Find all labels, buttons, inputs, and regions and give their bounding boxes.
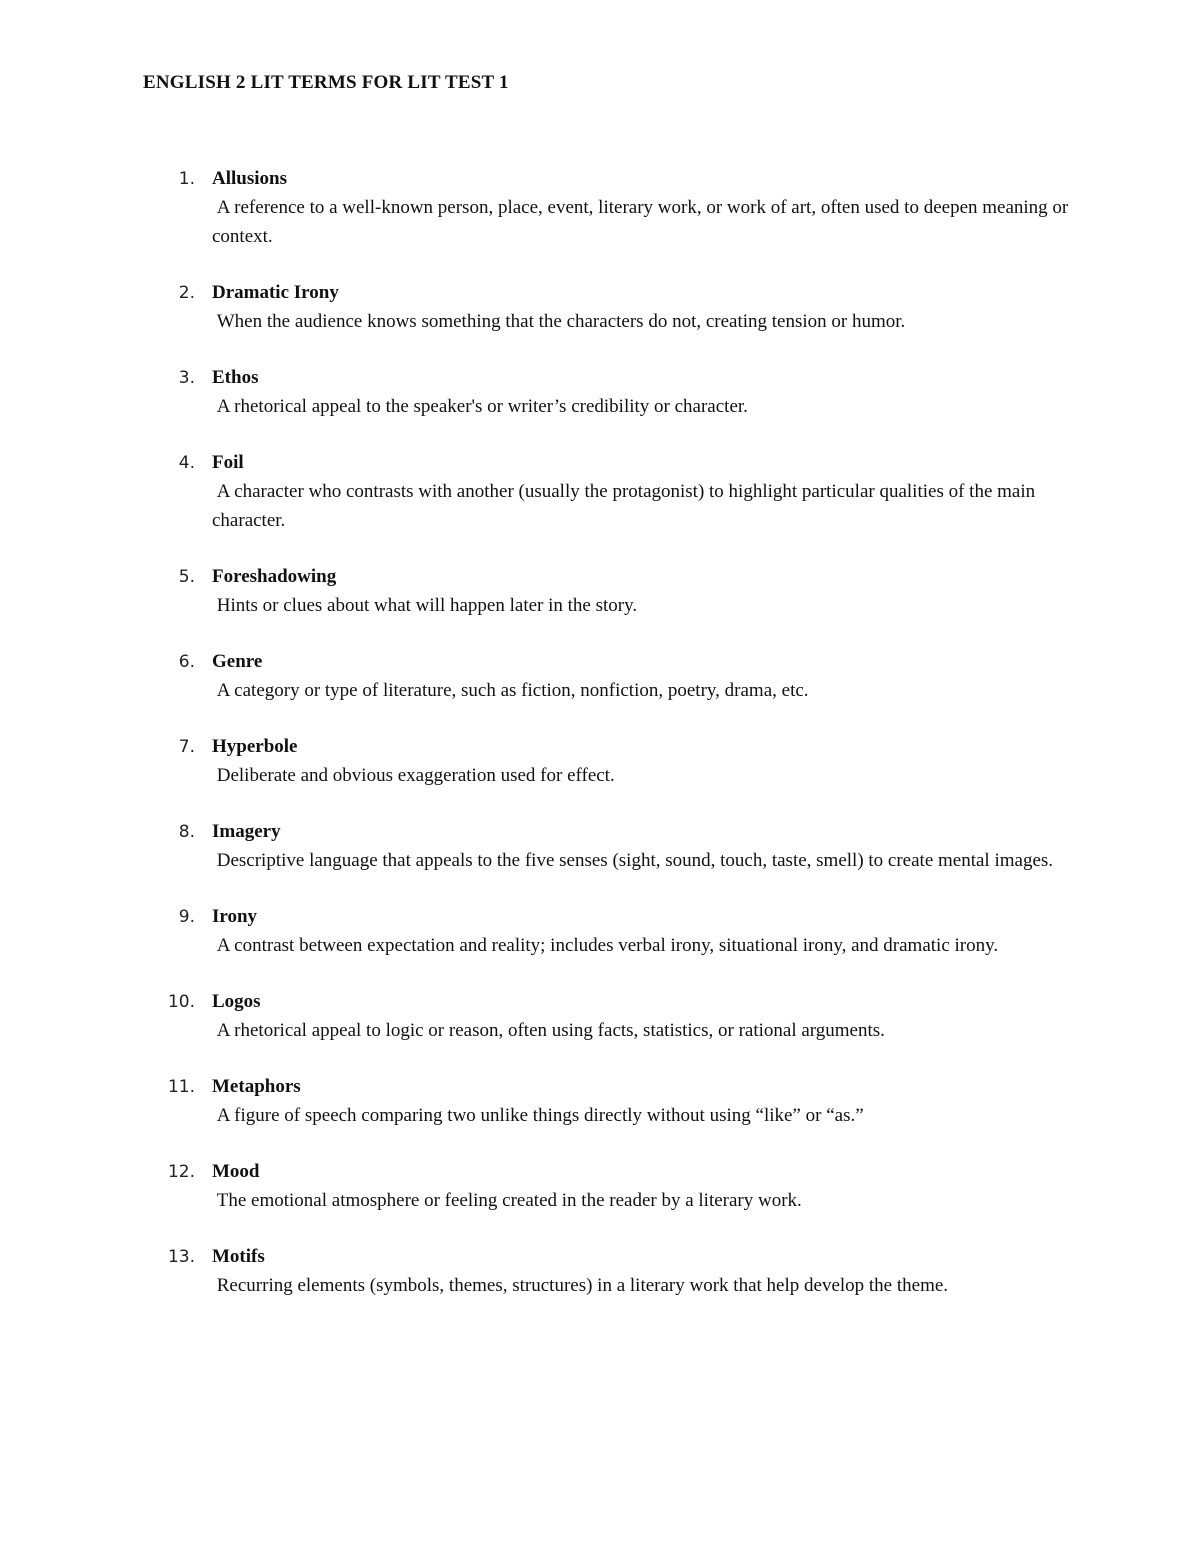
term-item-metaphors xyxy=(0,1072,1072,1130)
term-number: 8. xyxy=(178,822,195,842)
term-name: Mood xyxy=(212,1161,260,1182)
term-name: Imagery xyxy=(212,821,281,842)
term-item-foil xyxy=(0,448,1072,535)
term-definition: Descriptive language that appeals to the five senses (sight, sound, touch, taste, smell) to create mental images. xyxy=(212,850,1054,871)
term-item-motifs xyxy=(0,1242,1072,1300)
term-name: Irony xyxy=(212,906,258,927)
term-name: Hyperbole xyxy=(212,736,298,757)
term-definition: Deliberate and obvious exaggeration used for effect. xyxy=(212,765,615,786)
term-number: 1. xyxy=(178,169,195,189)
term-definition: When the audience knows something that the characters do not, creating tension or humor. xyxy=(212,311,906,332)
term-item-dramatic-irony xyxy=(0,278,1072,336)
term-item-foreshadowing xyxy=(0,562,1072,620)
term-name: Dramatic Irony xyxy=(212,282,339,303)
document-title: ENGLISH 2 LIT TERMS FOR LIT TEST 1 xyxy=(143,72,509,93)
term-item-genre xyxy=(0,647,1072,705)
term-name: Foreshadowing xyxy=(212,566,337,587)
term-number: 5. xyxy=(178,567,195,587)
term-item-mood xyxy=(0,1157,1072,1215)
term-number: 7. xyxy=(178,737,195,757)
term-definition: A category or type of literature, such as fiction, nonfiction, poetry, drama, etc. xyxy=(212,680,809,701)
term-number: 2. xyxy=(178,283,195,303)
term-definition: A character who contrasts with another (usually the protagonist) to highlight particular qualities of the main character. xyxy=(212,481,1040,531)
term-name: Ethos xyxy=(212,367,259,388)
term-definition: A rhetorical appeal to logic or reason, often using facts, statistics, or rational arguments. xyxy=(212,1020,885,1041)
term-number: 3. xyxy=(178,368,195,388)
term-item-ethos xyxy=(0,363,1072,421)
terms-list xyxy=(0,164,1200,1327)
term-number: 11. xyxy=(167,1077,195,1097)
term-name: Metaphors xyxy=(212,1076,301,1097)
term-definition: A rhetorical appeal to the speaker's or writer’s credibility or character. xyxy=(212,396,748,417)
term-definition: A figure of speech comparing two unlike things directly without using “like” or “as.” xyxy=(212,1105,864,1126)
term-number: 6. xyxy=(178,652,195,672)
term-name: Genre xyxy=(212,651,263,672)
term-name: Motifs xyxy=(212,1246,265,1267)
term-item-logos xyxy=(0,987,1072,1045)
term-item-allusions xyxy=(0,164,1072,251)
term-definition: Recurring elements (symbols, themes, structures) in a literary work that help develop the theme. xyxy=(212,1275,949,1296)
term-definition: A contrast between expectation and reality; includes verbal irony, situational irony, and dramatic irony. xyxy=(212,935,999,956)
term-definition: The emotional atmosphere or feeling created in the reader by a literary work. xyxy=(212,1190,802,1211)
term-definition: A reference to a well-known person, place, event, literary work, or work of art, often used to deepen meaning or context. xyxy=(212,197,1074,247)
term-item-hyperbole xyxy=(0,732,1072,790)
term-item-irony xyxy=(0,902,1072,960)
term-number: 9. xyxy=(178,907,195,927)
term-item-imagery xyxy=(0,817,1072,875)
term-number: 10. xyxy=(167,992,195,1012)
term-name: Allusions xyxy=(212,168,287,189)
term-name: Logos xyxy=(212,991,261,1012)
term-definition: Hints or clues about what will happen later in the story. xyxy=(212,595,638,616)
term-number: 12. xyxy=(167,1162,195,1182)
term-number: 4. xyxy=(178,453,195,473)
term-name: Foil xyxy=(212,452,244,473)
term-number: 13. xyxy=(167,1247,195,1267)
